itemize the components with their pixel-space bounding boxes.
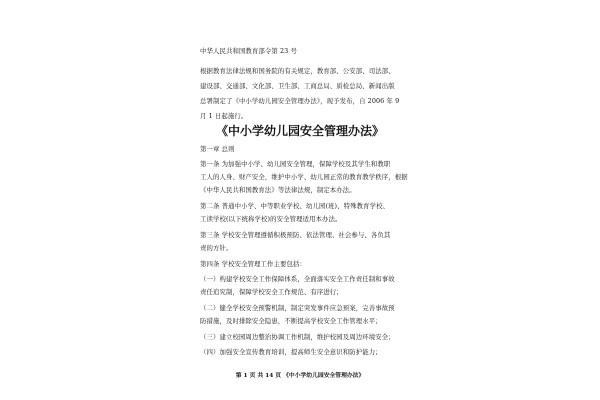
article-line: 第三条 学校安全管理遵循积极预防、依法管理、社会参与、各负其: [200, 231, 391, 239]
document-title: 《中小学幼儿园安全管理办法》: [215, 124, 384, 138]
chapter-heading: 第一章 总则: [200, 145, 235, 153]
article-line: 工读学校(以下统称学校)的安全管理适用本办法。: [200, 215, 342, 223]
article-line: （四）加强安全宣传教育培训，提高师生安全意识和防护能力；: [200, 348, 382, 356]
preamble-line: 总署制定了《中小学幼儿园安全管理办法》，现予发布，自 2006 年 9: [200, 97, 400, 105]
article-line: 《中华人民共和国教育法》等法律法规，制定本办法。: [200, 186, 356, 194]
article-line: （三）建立校园周边整治协调工作机制，维护校园及周边环境安全；: [200, 333, 395, 341]
preamble-line: 建设部、交通部、文化部、卫生部、工商总局、质检总局、新闻出版: [200, 82, 395, 90]
article-line: 第一条 为加强中小学、幼儿园安全管理，保障学校及其学生和教职: [200, 160, 391, 168]
article-line: 责的方针。: [200, 244, 233, 252]
article-line: 第二条 普通中小学、中等职业学校、幼儿园(班)、特殊教育学校、: [200, 202, 390, 210]
article-line: 责任追究制，保障学校安全工作规范、有序进行；: [200, 288, 343, 296]
order-number: 中华人民共和国教育部令第 23 号: [200, 47, 297, 55]
article-line: （一）构建学校安全工作保障体系，全面落实安全工作责任制和事故: [200, 275, 395, 283]
preamble-line: 根据教育法律法规和国务院的有关规定，教育部、公安部、司法部、: [200, 67, 395, 75]
page-footer: 第 1 页 共 14 页 《中小学幼儿园安全管理办法》: [235, 373, 365, 379]
article-line: 工人的人身、财产安全，维护中小学、幼儿园正常的教育教学秩序，根据: [200, 173, 408, 181]
article-line: （二）健全学校安全预警机制，制定突发事件应急预案，完善事故预: [200, 304, 395, 312]
article-line: 第四条 学校安全管理工作主要包括：: [200, 260, 306, 268]
preamble-line: 月 1 日起施行。: [200, 112, 248, 120]
article-line: 防措施，及时排除安全隐患，不断提高学校安全工作管理水平；: [200, 317, 382, 325]
